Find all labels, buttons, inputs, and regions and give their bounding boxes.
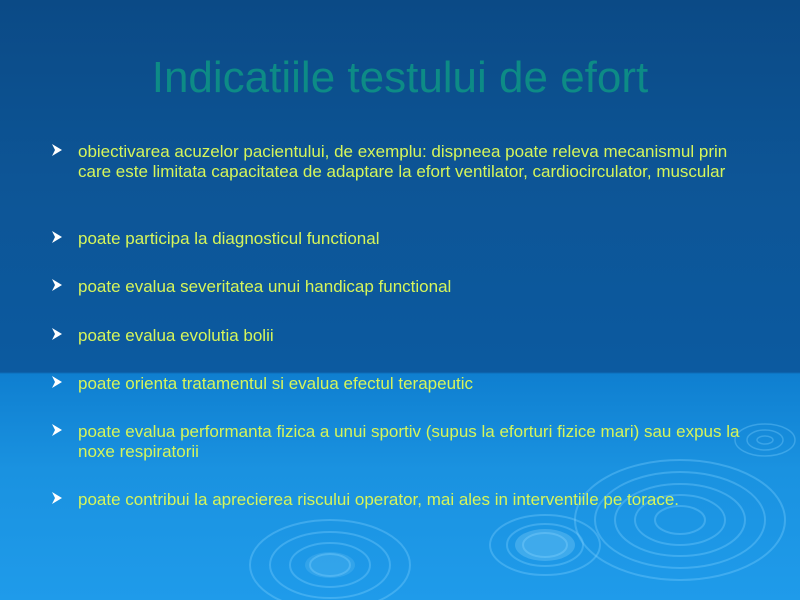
arrow-bullet-icon	[52, 144, 62, 156]
bullet-text: poate evalua performanta fizica a unui sportiv (supus la eforturi fizice mari) sau expus la noxe respiratorii	[78, 422, 740, 461]
bullet-text: poate contribui la aprecierea riscului operator, mai ales in interventiile pe torace.	[78, 490, 679, 509]
bullet-text: poate evalua severitatea unui handicap functional	[78, 277, 452, 296]
arrow-bullet-icon	[52, 279, 62, 291]
bullet-text: poate participa la diagnosticul functional	[78, 229, 380, 248]
bullet-text: obiectivarea acuzelor pacientului, de exemplu: dispneea poate releva mecanismul prin care este limitata capacitatea de adaptare la efort ventilator, cardiocirculator, muscular	[78, 142, 728, 181]
bullet-text: poate orienta tratamentul si evalua efectul terapeutic	[78, 374, 474, 393]
arrow-bullet-icon	[52, 492, 62, 504]
arrow-bullet-icon	[52, 376, 62, 388]
arrow-bullet-icon	[52, 424, 62, 436]
bullet-text: poate evalua evolutia bolii	[78, 326, 274, 345]
arrow-bullet-icon	[52, 231, 62, 243]
arrow-bullet-icon	[52, 328, 62, 340]
slide-title: Indicatiile testului de efort	[151, 53, 649, 102]
